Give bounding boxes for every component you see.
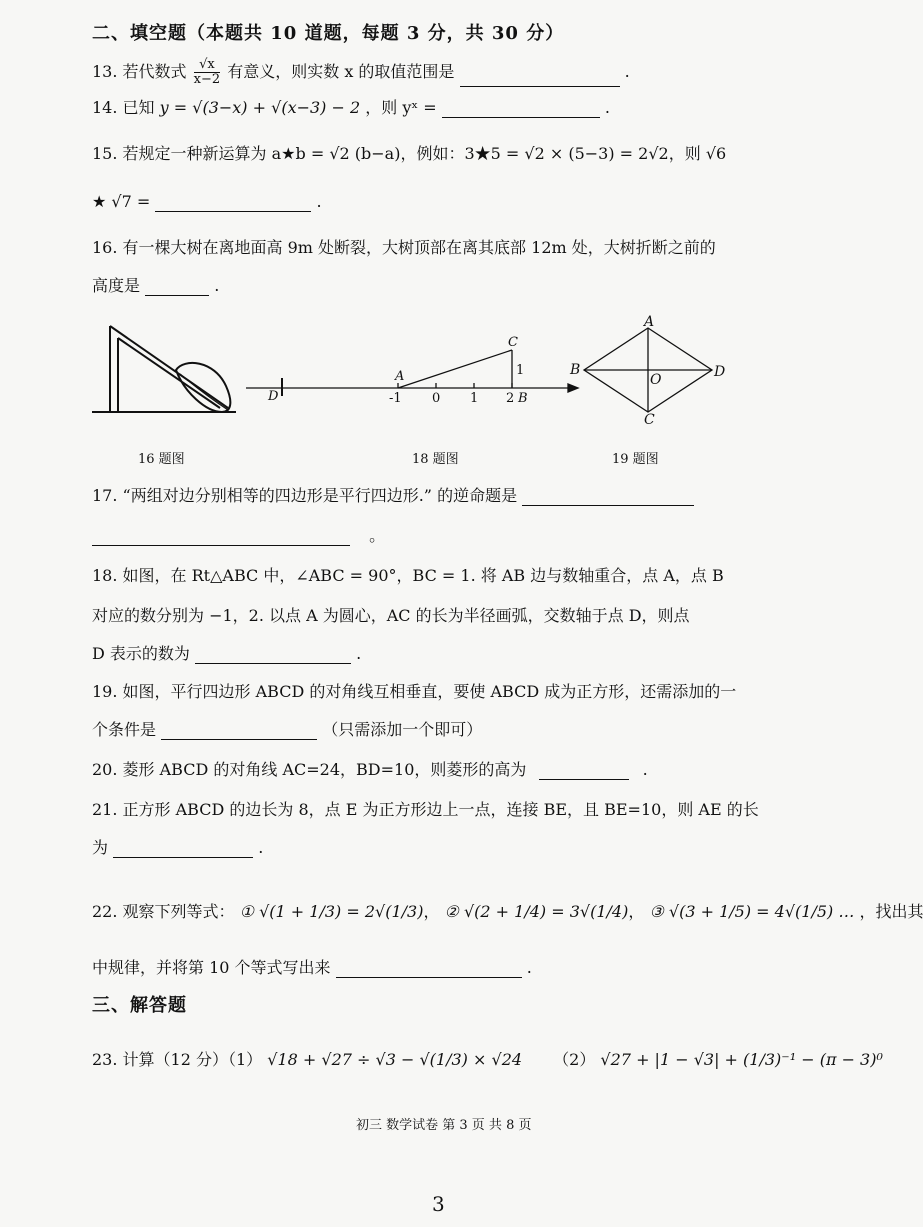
q17-answer-blank-1[interactable] xyxy=(522,487,694,506)
question-15-line1: 15. 若规定一种新运算为 a★b = √2 (b−a)，例如：3★5 = √2 × (5−3) = 2√2，则 √6 xyxy=(92,144,727,163)
q15-end: . xyxy=(316,192,322,211)
question-18-line1: 18. 如图，在 Rt△ABC 中，∠ABC = 90°，BC = 1. 将 AB 边与数轴重合，点 A，点 B xyxy=(92,566,724,585)
fig19-label-A: A xyxy=(644,314,655,330)
fig19-label-B: B xyxy=(570,362,581,378)
question-16-line1: 16. 有一棵大树在离地面高 9m 处断裂，大树顶部在离其底部 12m 处，大树折断之前的 xyxy=(92,238,716,257)
q23-expression-2: √27 + |1 − √3| + (1/3)⁻¹ − (π − 3)⁰ xyxy=(600,1050,883,1069)
fig18-tick-0: 0 xyxy=(432,391,441,406)
fig19-label-C: C xyxy=(644,412,655,428)
q20-end: . xyxy=(642,760,648,779)
q22-equation-1: ① √(1 + 1/3) = 2√(1/3) xyxy=(239,902,424,921)
question-21-line2 xyxy=(92,838,263,858)
fig18-number-line xyxy=(246,350,581,396)
q22-answer-blank[interactable] xyxy=(336,959,522,978)
page-number: 3 xyxy=(432,1192,445,1216)
question-19-line1: 19. 如图，平行四边形 ABCD 的对角线互相垂直，要使 ABCD 成为正方形，还需添加的一 xyxy=(92,682,737,701)
fig19-label-D: D xyxy=(714,364,726,380)
q14-prefix: 14. 已知 xyxy=(92,98,155,117)
question-15-line2 xyxy=(92,192,322,212)
question-17-line1 xyxy=(92,486,694,506)
q16-answer-blank[interactable] xyxy=(145,277,209,296)
fig18-label-A: A xyxy=(395,369,405,384)
question-14 xyxy=(92,98,610,118)
q16-line2: 高度是 xyxy=(92,276,141,295)
q13-numerator: √x xyxy=(194,58,221,73)
q22-suffix: ，找出其 xyxy=(859,902,923,921)
question-22-line2 xyxy=(92,958,532,978)
q14-mid: ，则 yˣ = xyxy=(365,98,437,117)
q13-prefix: 13. 若代数式 xyxy=(92,62,187,81)
fig18-caption: 18 题图 xyxy=(412,452,459,467)
q17-end: 。 xyxy=(369,526,386,545)
q23-expression-1: √18 + √27 ÷ √3 − √(1/3) × √24 xyxy=(267,1050,523,1069)
fig18-label-C: C xyxy=(508,335,518,350)
fig18-label-B: B xyxy=(518,391,528,406)
q13-answer-blank[interactable] xyxy=(460,68,620,87)
fig19-caption: 19 题图 xyxy=(612,452,659,467)
q23-label-2: （2） xyxy=(553,1050,596,1069)
q13-denominator: x−2 xyxy=(193,72,221,87)
question-18-line2: 对应的数分别为 −1，2. 以点 A 为圆心，AC 的长为半径画弧，交数轴于点 D，则点 xyxy=(92,606,690,625)
q13-end: . xyxy=(624,62,630,81)
q22-prefix: 22. 观察下列等式： xyxy=(92,902,235,921)
question-22-line1: 22. 观察下列等式： ① √(1 + 1/3) = 2√(1/3)， ② √(2 + 1/4) = 3√(1/4)， ③ √(3 + 1/5) = 4√(1/5) … ，找出其 xyxy=(92,902,923,921)
fig18-tick-2: 2 xyxy=(506,391,515,406)
question-23 xyxy=(92,1050,883,1070)
q18-line3: D 表示的数为 xyxy=(92,644,190,663)
q23-prefix: 23. 计算（12 分）（1） xyxy=(92,1050,263,1069)
question-17-line2 xyxy=(92,526,385,546)
q17-answer-blank-2[interactable] xyxy=(92,527,350,546)
q19-answer-blank[interactable] xyxy=(161,721,317,740)
q22-equation-2: ② √(2 + 1/4) = 3√(1/4) xyxy=(444,902,629,921)
question-16-line2 xyxy=(92,276,219,296)
q19-line2b: （只需添加一个即可） xyxy=(322,720,483,739)
q22-end: . xyxy=(526,958,532,977)
q16-end: . xyxy=(214,276,220,295)
section2-title: 二、填空题（本题共 10 道题，每题 3 分，共 30 分） xyxy=(92,23,565,44)
question-13 xyxy=(92,58,630,87)
fig19-label-O: O xyxy=(650,372,662,388)
fig18-tick-neg1: -1 xyxy=(389,391,402,406)
q21-end: . xyxy=(258,838,264,857)
q13-fraction xyxy=(194,58,221,87)
fig18-label-D: D xyxy=(268,389,279,404)
fig19-rhombus xyxy=(584,328,712,412)
q19-line2a: 个条件是 xyxy=(92,720,157,739)
q21-line2: 为 xyxy=(92,838,109,857)
q17-line1: 17. “两组对边分别相等的四边形是平行四边形.” 的逆命题是 xyxy=(92,486,518,505)
q13-suffix: 有意义，则实数 x 的取值范围是 xyxy=(227,62,455,81)
q20-text: 20. 菱形 ABCD 的对角线 AC=24，BD=10，则菱形的高为 xyxy=(92,760,527,779)
question-21-line1: 21. 正方形 ABCD 的边长为 8，点 E 为正方形边上一点，连接 BE，且 BE=10，则 AE 的长 xyxy=(92,800,759,819)
question-18-line3 xyxy=(92,644,361,664)
q22-line2: 中规律，并将第 10 个等式写出来 xyxy=(92,958,331,977)
q18-end: . xyxy=(356,644,362,663)
fig16-caption: 16 题图 xyxy=(138,452,185,467)
question-19-line2 xyxy=(92,720,482,740)
question-20 xyxy=(92,760,648,780)
q22-equation-3: ③ √(3 + 1/5) = 4√(1/5) … xyxy=(649,902,855,921)
q15-answer-blank[interactable] xyxy=(155,193,311,212)
fig18-label-one: 1 xyxy=(516,363,525,378)
section3-title: 三、解答题 xyxy=(92,995,187,1016)
q14-end: . xyxy=(604,98,610,117)
figures-row xyxy=(88,308,768,438)
q15-line2: ★ √7 = xyxy=(92,192,151,211)
q21-answer-blank[interactable] xyxy=(113,839,253,858)
fig18-tick-1: 1 xyxy=(470,391,479,406)
q20-answer-blank[interactable] xyxy=(539,761,629,780)
page-footer: 初三 数学试卷 第 3 页 共 8 页 xyxy=(356,1118,532,1133)
q18-answer-blank[interactable] xyxy=(195,645,351,664)
q14-expression: y = √(3−x) + √(x−3) − 2 xyxy=(159,98,361,117)
fig16-broken-tree xyxy=(92,326,236,412)
q14-answer-blank[interactable] xyxy=(442,99,600,118)
fig18-labels xyxy=(267,335,528,406)
